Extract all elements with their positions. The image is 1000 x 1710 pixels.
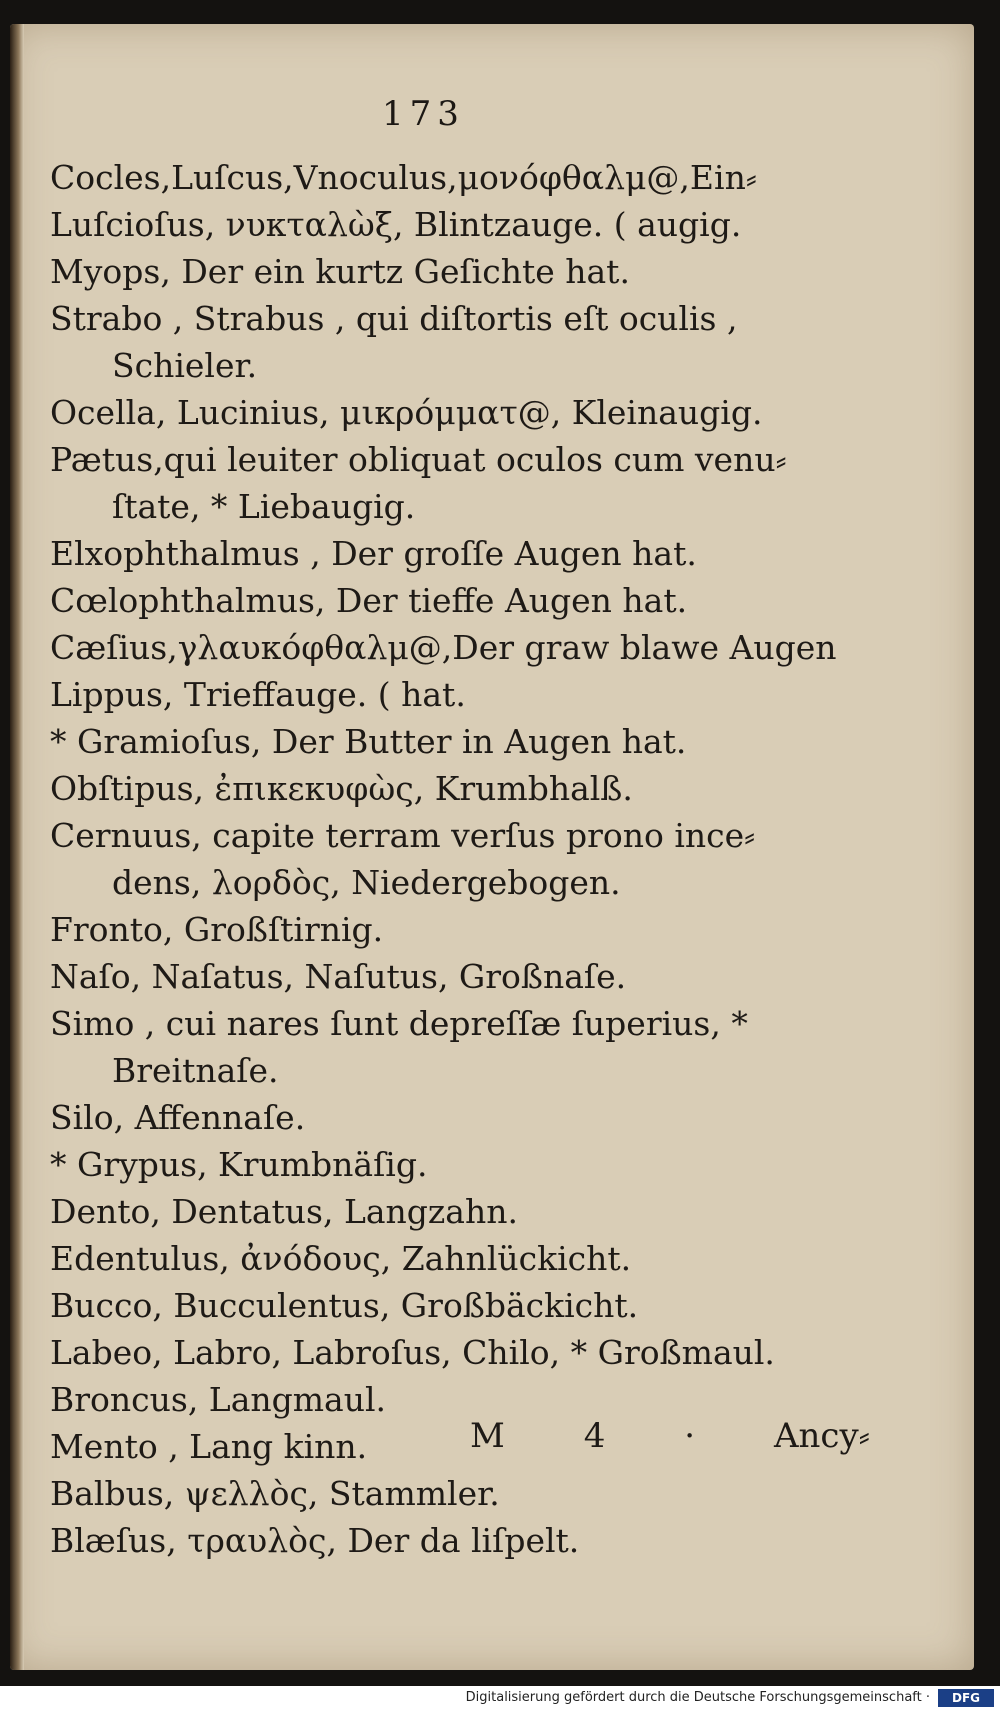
text-line: Ocella, Lucinius, μικρόμματ@, Kleinaugig.	[50, 393, 763, 432]
text-line: Broncus, Langmaul.	[50, 1380, 387, 1419]
text-line: Silo, Affennaſe.	[50, 1098, 306, 1137]
text-line: * Gramioſus, Der Butter in Augen hat.	[50, 722, 687, 761]
signature-mark: M	[470, 1416, 505, 1456]
text-line: Myops, Der ein kurtz Geſichte hat.	[50, 252, 630, 291]
catchword: Ancy⸗	[773, 1416, 870, 1456]
text-line: dens, λορδὸς, Niedergebogen.	[112, 863, 621, 902]
dfg-logo: DFG	[938, 1689, 994, 1707]
page-number: 173	[382, 94, 465, 134]
text-line: Breitnaſe.	[112, 1051, 279, 1090]
catch-line	[470, 1416, 870, 1456]
signature-number: 4	[583, 1416, 606, 1456]
text-line: Bucco, Bucculentus, Großbäckicht.	[50, 1286, 639, 1325]
funding-note: Digitalisierung gefördert durch die Deutsche Forschungsgemeinschaft ·	[465, 1690, 930, 1705]
text-line: Strabo , Strabus , qui diſtortis eſt oculis ,	[50, 299, 738, 338]
text-line: Dento, Dentatus, Langzahn.	[50, 1192, 518, 1231]
text-line: Simo , cui nares ſunt depreſſæ ſuperius, *	[50, 1004, 748, 1043]
text-line: ſtate, * Liebaugig.	[112, 487, 416, 526]
text-line: Mento , Lang kinn.	[50, 1427, 368, 1466]
text-line: Schieler.	[112, 346, 258, 385]
text-line: Balbus, ψελλὸς, Stammler.	[50, 1474, 500, 1513]
text-line: Cocles,Luſcus,Vnoculus,μονόφθαλμ@,Ein⸗	[50, 158, 757, 197]
text-line: Naſo, Naſatus, Naſutus, Großnaſe.	[50, 957, 627, 996]
text-line: Fronto, Großſtirnig.	[50, 910, 384, 949]
text-line: Elxophthalmus , Der groſſe Augen hat.	[50, 534, 697, 573]
text-line: Luſcioſus, νυκταλὼξ, Blintzauge. ( augig.	[50, 205, 742, 244]
book-page	[10, 24, 974, 1670]
text-line: Blæſus, τραυλὸς, Der da liſpelt.	[50, 1521, 580, 1560]
text-line: Cernuus, capite terram verſus prono ince⸗	[50, 816, 756, 855]
text-line: * Grypus, Krumbnäſig.	[50, 1145, 428, 1184]
text-body	[50, 154, 950, 1564]
text-line: Lippus, Trieffauge. ( hat.	[50, 675, 466, 714]
signature-dot: ·	[684, 1416, 696, 1456]
text-line: Labeo, Labro, Labroſus, Chilo, * Großmaul.	[50, 1333, 775, 1372]
text-line: Obſtipus, ἐπικεκυφὼς, Krumbhalß.	[50, 769, 633, 808]
text-line: Cœlophthalmus, Der tieffe Augen hat.	[50, 581, 688, 620]
book-spine	[10, 24, 24, 1670]
text-line: Cæſius,γλαυκόφθαλμ@,Der graw blawe Augen	[50, 628, 837, 667]
text-line: Pætus,qui leuiter obliquat oculos cum venu⸗	[50, 440, 787, 479]
digitization-footer	[0, 1686, 1000, 1710]
text-line: Edentulus, ἀνόδους, Zahnlückicht.	[50, 1239, 632, 1278]
